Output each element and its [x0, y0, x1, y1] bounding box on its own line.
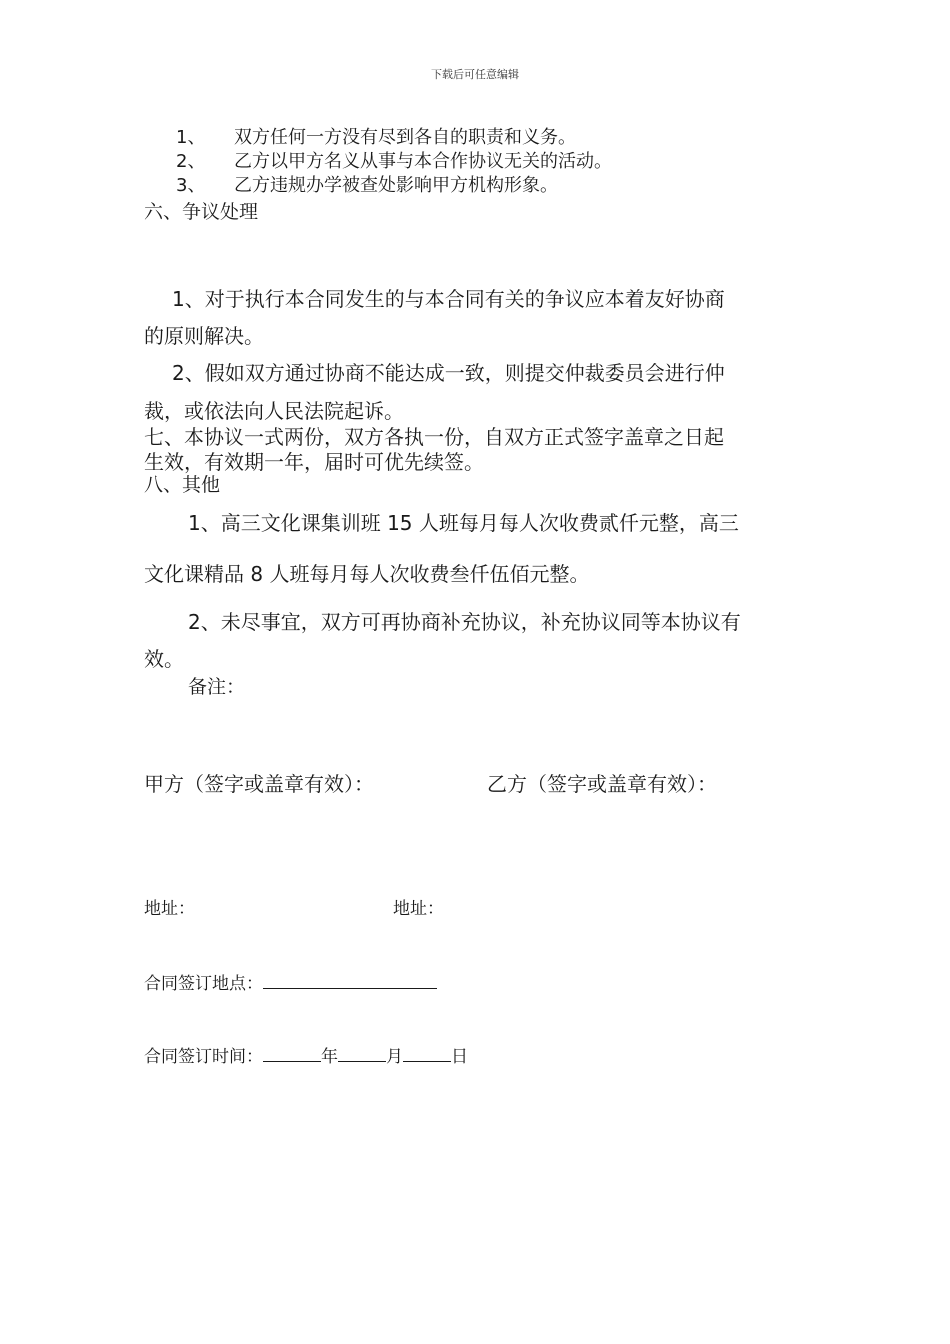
day-blank[interactable]	[403, 1045, 451, 1062]
fee-clause-line-2: 文化课精品 8 人班每月每人次收费叁仟伍佰元整。	[144, 562, 590, 586]
validity-clause-line-2: 生效，有效期一年，届时可优先续签。	[144, 450, 484, 474]
remark-label: 备注：	[188, 676, 246, 698]
fee-clause-line-1: 1、高三文化课集训班 15 人班每月每人次收费贰仟元整，高三	[188, 511, 739, 535]
party-b-signature-label: 乙方（签字或盖章有效）：	[487, 772, 717, 796]
year-label: 年	[321, 1047, 338, 1067]
supplement-clause-line-1: 2、未尽事宜，双方可再协商补充协议，补充协议同等本协议有	[188, 610, 741, 634]
validity-clause-line-1: 七、本协议一式两份，双方各执一份，自双方正式签字盖章之日起	[144, 425, 724, 449]
supplement-clause-line-2: 效。	[144, 647, 184, 671]
month-label: 月	[386, 1047, 403, 1067]
dispute-item-2-line-2: 裁，或依法向人民法院起诉。	[144, 399, 404, 423]
page-header: 下载后可任意编辑	[431, 68, 519, 81]
party-a-address-label: 地址：	[144, 899, 195, 919]
sign-time-label: 合同签订时间：	[144, 1047, 263, 1067]
dispute-item-1-line-2: 的原则解决。	[144, 324, 264, 348]
list-item-number: 2、	[176, 151, 206, 172]
list-item-number: 3、	[176, 175, 206, 196]
dispute-item-1-line-1: 1、对于执行本合同发生的与本合同有关的争议应本着友好协商	[172, 287, 725, 311]
party-b-address-label: 地址：	[393, 899, 444, 919]
day-label: 日	[451, 1047, 468, 1067]
sign-time-row	[144, 1045, 468, 1069]
list-item-text: 乙方以甲方名义从事与本合作协议无关的活动。	[234, 151, 612, 172]
sign-place-label: 合同签订地点：	[144, 974, 263, 994]
sign-place-blank[interactable]	[263, 972, 437, 989]
sign-place-row	[144, 972, 437, 996]
year-blank[interactable]	[263, 1045, 321, 1062]
section-heading-other: 八、其他	[144, 474, 221, 496]
list-item	[176, 173, 776, 199]
list-item	[176, 125, 776, 151]
list-item-text: 双方任何一方没有尽到各自的职责和义务。	[234, 127, 576, 148]
list-item-number: 1、	[176, 127, 206, 148]
dispute-item-2-line-1: 2、假如双方通过协商不能达成一致，则提交仲裁委员会进行仲	[172, 361, 725, 385]
list-item	[176, 149, 776, 175]
list-item-text: 乙方违规办学被查处影响甲方机构形象。	[234, 175, 558, 196]
section-heading-dispute: 六、争议处理	[144, 201, 259, 223]
month-blank[interactable]	[338, 1045, 386, 1062]
party-a-signature-label: 甲方（签字或盖章有效）：	[144, 772, 374, 796]
